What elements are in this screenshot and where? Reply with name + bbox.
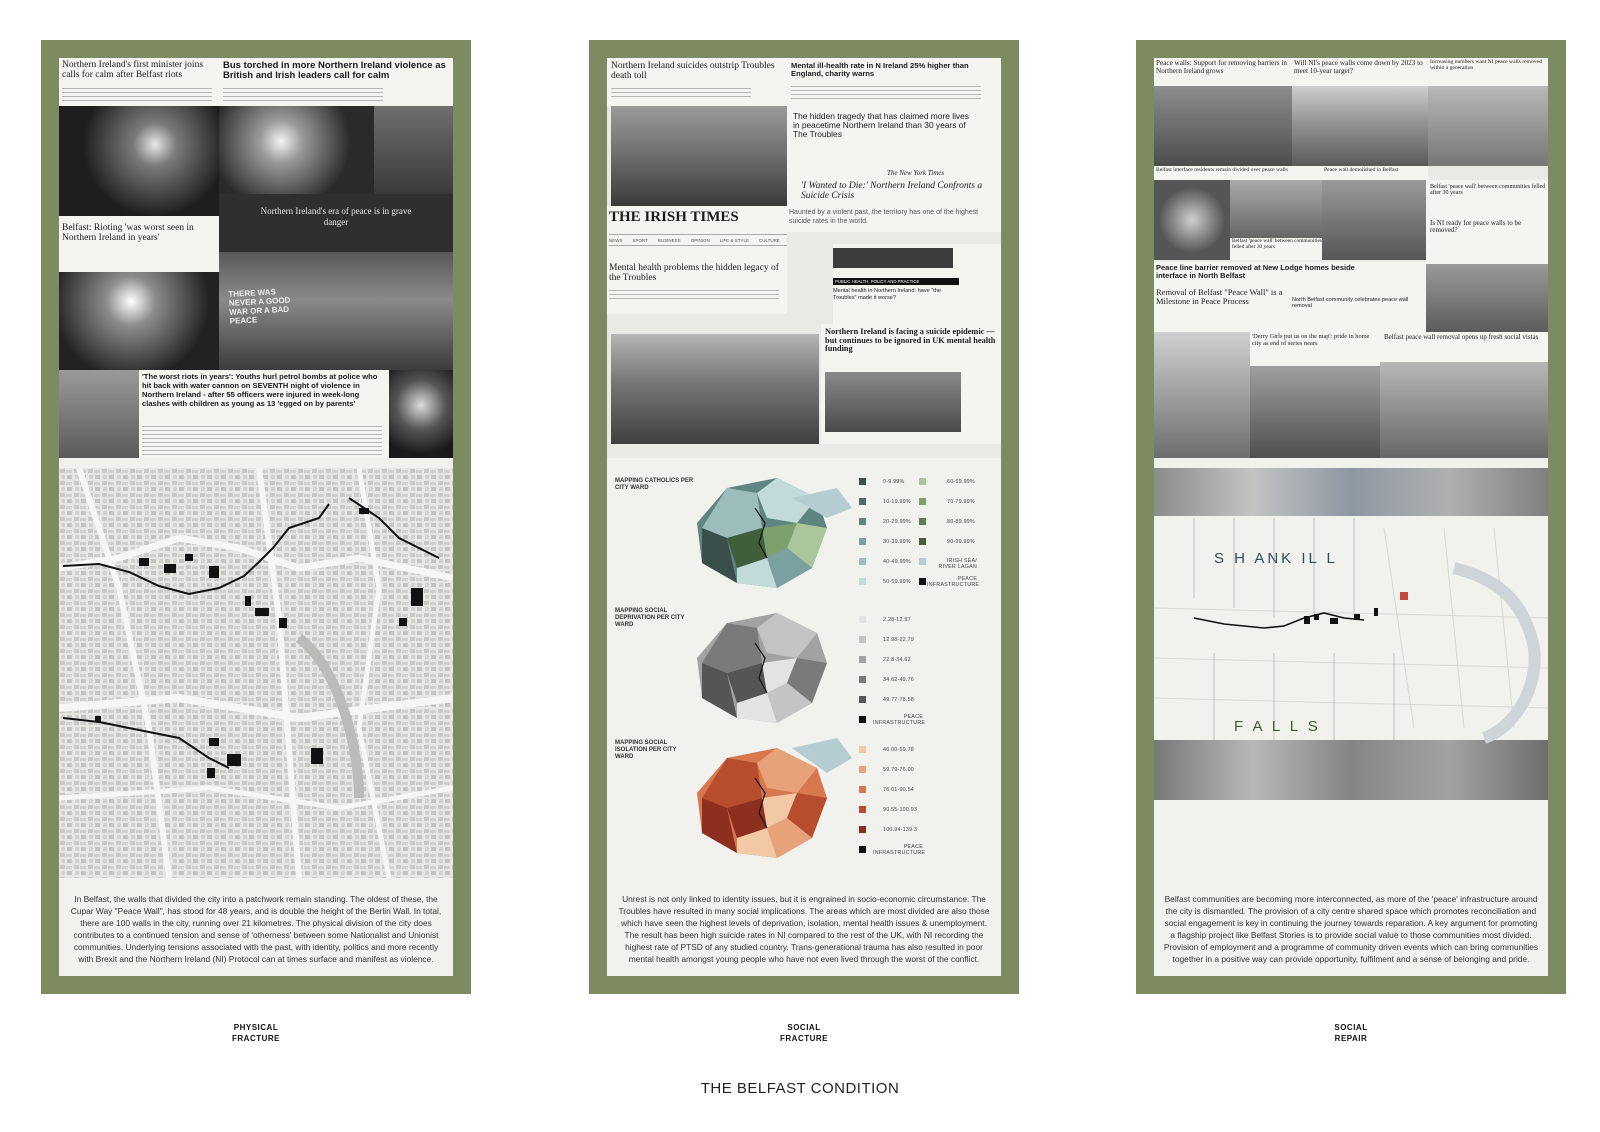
news-clip bbox=[1230, 238, 1322, 260]
route-map bbox=[1154, 468, 1548, 808]
peace-wall-photo bbox=[1428, 86, 1548, 166]
legend-label: 60-69.99% bbox=[947, 479, 975, 485]
graffiti-text: THERE WAS NEVER A GOOD WAR OR A BAD PEACE bbox=[228, 287, 291, 326]
legend-label: 90.55-100.93 bbox=[883, 807, 918, 813]
headline: 'I Wanted to Die:' Northern Ireland Confronts a Suicide Crisis bbox=[801, 181, 983, 201]
legend-label: 70-79.99% bbox=[947, 499, 975, 505]
headline: Will NI's peace walls come down by 2023 to meet 10-year target? bbox=[1294, 59, 1423, 75]
news-clip bbox=[1380, 332, 1548, 458]
panel-title-line: FRACTURE bbox=[232, 1034, 280, 1043]
legend-swatch bbox=[859, 806, 866, 813]
headline: Northern Ireland suicides outstrip Troubles death toll bbox=[611, 61, 775, 81]
street-photo bbox=[1426, 264, 1548, 334]
headline: Peace line barrier removed at New Lodge homes beside interface in North Belfast bbox=[1156, 263, 1355, 280]
petrol-bomb-photo bbox=[59, 272, 219, 370]
legend-label: 30-39.99% bbox=[883, 539, 911, 545]
demolition-photo bbox=[1322, 180, 1426, 260]
legend-label: 10-19.99% bbox=[883, 499, 911, 505]
headline: The hidden tragedy that has claimed more lives in peacetime Northern Ireland than 30 years of The Troubles bbox=[793, 111, 969, 139]
shankill-falls-map bbox=[1154, 468, 1548, 808]
legend-swatch bbox=[859, 786, 866, 793]
legend-swatch bbox=[859, 636, 866, 643]
legend-label: 0-9.99% bbox=[883, 479, 905, 485]
peace-wall-photo bbox=[1292, 86, 1428, 166]
bus-fire-photo bbox=[219, 106, 374, 194]
legend-label: 22.8-34.62 bbox=[883, 657, 911, 663]
legend-swatch bbox=[859, 518, 866, 525]
news-clip bbox=[1154, 166, 1322, 180]
panel-title-line: SOCIAL bbox=[787, 1023, 821, 1032]
legend-swatch bbox=[919, 558, 926, 565]
peace-wall-photo bbox=[1154, 86, 1292, 166]
news-clip bbox=[139, 370, 389, 458]
legend-label: 50-59.99% bbox=[883, 579, 911, 585]
headline: North Belfast community celebrates peace wall removal bbox=[1292, 297, 1409, 309]
journal-banner bbox=[833, 248, 953, 268]
panel-title-line: REPAIR bbox=[1334, 1034, 1368, 1043]
headline: 'Derry Girls put us on the map': pride in home city as end of series nears bbox=[1252, 333, 1370, 347]
headline: Northern Ireland's era of peace is in grave danger bbox=[260, 206, 412, 227]
figure-ground-map bbox=[59, 468, 453, 878]
headline: Increasing numbers want NI peace walls removed within a generation bbox=[1430, 59, 1542, 71]
panel-title-line: FRACTURE bbox=[780, 1034, 828, 1043]
headline: Belfast 'peace wall' between communities felled after 30 years bbox=[1232, 238, 1322, 250]
legend-label: IRISH SEA/ RIVER LAGAN bbox=[938, 558, 977, 570]
news-clip bbox=[1154, 58, 1292, 86]
child-photo bbox=[1380, 362, 1548, 458]
ward-maps bbox=[607, 468, 1001, 878]
news-clip bbox=[1292, 58, 1428, 86]
nav-item[interactable]: CULTURE bbox=[758, 237, 780, 243]
news-clip bbox=[821, 324, 1001, 444]
deprivation-map bbox=[697, 613, 827, 723]
nav-item[interactable]: SPORT bbox=[632, 237, 648, 243]
street-map bbox=[59, 468, 453, 878]
irish-times-masthead: THE IRISH TIMES bbox=[609, 209, 739, 225]
nav-item[interactable]: OPINION bbox=[690, 237, 710, 243]
legend-label: 49.77-78.58 bbox=[883, 697, 914, 703]
news-clip bbox=[1322, 166, 1428, 180]
legend-label: 76.01-90.54 bbox=[883, 787, 914, 793]
legend-label: 2.28-12.97 bbox=[883, 617, 911, 623]
legend-label: PEACE INFRASTRUCTURE bbox=[873, 844, 926, 856]
news-clip bbox=[1428, 58, 1548, 86]
headline: Is NI ready for peace walls to be removed? bbox=[1430, 219, 1522, 235]
legend-swatch bbox=[859, 558, 866, 565]
panel-title-line: SOCIAL bbox=[1334, 1023, 1368, 1032]
news-collage bbox=[59, 58, 453, 458]
legend-swatch bbox=[859, 616, 866, 623]
legend-swatch bbox=[859, 538, 866, 545]
news-clip bbox=[787, 168, 1001, 232]
map-label: MAPPING SOCIAL DEPRIVATION PER CITY WARD bbox=[615, 608, 685, 628]
night-riot-photo bbox=[389, 370, 453, 458]
headline: Belfast interface residents remain divided over peace walls bbox=[1156, 167, 1288, 173]
journal-tag: PUBLIC HEALTH, POLICY AND PRACTICE bbox=[833, 278, 959, 285]
isolation-map bbox=[697, 738, 852, 858]
legend-swatch bbox=[919, 538, 926, 545]
legend-swatch bbox=[919, 578, 926, 585]
legend-label: 20-29.99% bbox=[883, 519, 911, 525]
bomb-aftermath-photo bbox=[611, 334, 819, 444]
journal-title: Mental health in Northern Ireland: have "the Troubles" made it worse? bbox=[833, 288, 942, 301]
news-clip bbox=[833, 244, 1001, 324]
nyt-masthead: The New York Times bbox=[887, 169, 945, 177]
panel-social-repair bbox=[1136, 40, 1566, 994]
panel-inner bbox=[59, 58, 453, 976]
legend-label: 90-99.99% bbox=[947, 539, 975, 545]
legend-label: 80-89.99% bbox=[947, 519, 975, 525]
article-text bbox=[62, 88, 212, 102]
police-photo bbox=[59, 370, 139, 458]
news-clip bbox=[607, 58, 787, 106]
nav-item[interactable]: BUSINESS bbox=[657, 237, 681, 243]
news-clip bbox=[1250, 332, 1380, 458]
panel-title bbox=[156, 1022, 356, 1044]
headline: 'The worst riots in years': Youths hurl petrol bombs at police who hit back with water cannon on SEVENTH night of violence in Northern Ireland - after 55 officers were injured in week-long clashes with children as young as 13 'egged on by parents' bbox=[142, 372, 378, 408]
panel-inner bbox=[607, 58, 1001, 976]
legend-swatch bbox=[859, 846, 866, 853]
legend-swatch bbox=[919, 498, 926, 505]
legend-swatch bbox=[859, 746, 866, 753]
news-clip bbox=[787, 58, 1001, 106]
nav-item[interactable]: LIFE & STYLE bbox=[719, 237, 749, 243]
panel-title-line: PHYSICAL bbox=[233, 1023, 279, 1032]
map-label: MAPPING CATHOLICS PER CITY WARD bbox=[615, 478, 694, 491]
news-clip-dark bbox=[219, 194, 453, 252]
legend-label: 40-49.99% bbox=[883, 559, 911, 565]
legend-swatch bbox=[859, 766, 866, 773]
legend-label: 12.98-22.79 bbox=[883, 637, 914, 643]
legend-swatch bbox=[859, 478, 866, 485]
panel-social-fracture bbox=[589, 40, 1019, 994]
march-photo bbox=[825, 372, 961, 432]
article-text bbox=[142, 426, 382, 456]
headline: Northern Ireland is facing a suicide epidemic — but continues to be ignored in UK mental health funding bbox=[825, 327, 996, 354]
map-label: MAPPING SOCIAL ISOLATION PER CITY WARD bbox=[615, 740, 677, 760]
headline: Removal of Belfast "Peace Wall" is a Milestone in Peace Process bbox=[1156, 287, 1283, 306]
wall-photo bbox=[1230, 180, 1322, 238]
legend-label: 59.79-76.00 bbox=[883, 767, 914, 773]
choropleth-maps bbox=[607, 468, 1001, 878]
legend-label: 46.00-59.78 bbox=[883, 747, 914, 753]
panel-caption: Belfast communities are becoming more interconnected, as more of the 'peace' infrastructure around the city is dismantled. The provision of a city centre shared space which promotes reconciliation and social engagement is key in continuing the journey towards reparation. A key argument for promoting a flagship project like Belfast Stories is to provide social value to those communities most divided. Provision of employment and a programme of community driven events which can bring communities together in a positive way can provide opportunity, fulfilment and a sense of belonging and pride. bbox=[1163, 894, 1539, 964]
article-text bbox=[611, 88, 751, 98]
street-photo bbox=[374, 106, 453, 194]
legend-swatch bbox=[859, 676, 866, 683]
excavator-photo bbox=[1154, 332, 1250, 458]
headline: Belfast: Rioting 'was worst seen in Northern Ireland in years' bbox=[62, 223, 194, 243]
legend-label: PEACE INFRASTRUCTURE bbox=[873, 714, 926, 726]
legend-swatch bbox=[859, 716, 866, 723]
news-clip bbox=[1154, 262, 1426, 332]
panel-title bbox=[704, 1022, 904, 1044]
news-clip bbox=[787, 106, 1001, 168]
headline: Mental health problems the hidden legacy of the Troubles bbox=[609, 263, 779, 283]
catholic-map bbox=[697, 478, 852, 588]
legend-swatch bbox=[919, 478, 926, 485]
news-collage bbox=[607, 58, 1001, 458]
legend-label: 34.62-49.76 bbox=[883, 677, 914, 683]
legend-swatch bbox=[859, 826, 866, 833]
legend-label: 100.94-139.3 bbox=[883, 827, 918, 833]
panel-inner bbox=[1154, 58, 1548, 976]
legend-swatch bbox=[859, 656, 866, 663]
legend-swatch bbox=[919, 518, 926, 525]
headline: Bus torched in more Northern Ireland violence as British and Irish leaders call for calm bbox=[223, 60, 446, 81]
street-photo bbox=[611, 106, 787, 206]
headline: Belfast 'peace wall' between communities felled after 30 years bbox=[1430, 184, 1546, 197]
article-text bbox=[791, 86, 981, 100]
panel-physical-fracture bbox=[41, 40, 471, 994]
article-text bbox=[223, 88, 383, 102]
panel-caption: Unrest is not only linked to identity issues, but it is engrained in socio-economic circumstance. The Troubles have resulted in many social implications. The areas which are most divided are also those which have seen the highest levels of deprivation, isolation, mental health issues & unemployment. The result has been high suicide rates in NI compared to the rest of the UK, with NI recording the highest rate of PTSD of any studied country. Trans-generational trauma has also resulted in poor mental health amongst young people who have not even lived through the worst of the conflict. bbox=[618, 894, 990, 964]
headline: Belfast peace wall removal opens up fresh social vistas bbox=[1384, 333, 1539, 341]
subheadline: Haunted by a violent past, the territory has one of the highest suicide rates in the world. bbox=[789, 209, 979, 225]
panel-title bbox=[1251, 1022, 1451, 1044]
news-clip bbox=[59, 216, 219, 272]
article-text bbox=[609, 290, 779, 302]
riot-photo bbox=[59, 106, 219, 216]
legend-swatch bbox=[859, 498, 866, 505]
peace-wall-photo bbox=[219, 252, 453, 370]
headline: Mental ill-health rate in N Ireland 25% higher than England, charity warns bbox=[791, 61, 969, 78]
derry-girls-mural-photo bbox=[1250, 366, 1380, 458]
headline: Peace walls: Support for removing barriers in Northern Ireland grows bbox=[1156, 59, 1287, 75]
panel-caption: In Belfast, the walls that divided the city into a patchwork remain standing. The oldest of these, the Cupar Way "Peace Wall", has stood for 48 years, and is double the height of the Berlin Wall. In total, there are 100 walls in the city, running over 21 kilometres. The physical division of the city does contributes to a continued tension and sense of 'otherness' between some Nationalist and Unionist communities. Underlying tensions associated with the past, with identity, politics and more recently with Brexit and the Northern Ireland (NI) Protocol can at times surface and manifest as violence. bbox=[70, 894, 442, 964]
news-clip bbox=[607, 206, 787, 314]
mural-photo bbox=[1154, 180, 1230, 260]
shankill-label: S H ANK IL L bbox=[1214, 550, 1338, 567]
nav-bar bbox=[609, 234, 787, 246]
news-clip bbox=[1426, 180, 1548, 264]
news-clip bbox=[59, 58, 219, 106]
news-collage bbox=[1154, 58, 1548, 458]
nav-item[interactable]: NEWS bbox=[609, 237, 623, 243]
page-title: THE BELFAST CONDITION bbox=[700, 1080, 900, 1097]
news-clip bbox=[219, 58, 453, 106]
legend-swatch bbox=[859, 696, 866, 703]
headline: Northern Ireland's first minister joins calls for calm after Belfast riots bbox=[62, 60, 204, 80]
headline: Peace wall demolished in Belfast bbox=[1324, 167, 1399, 173]
legend-swatch bbox=[859, 578, 866, 585]
falls-label: F A L L S bbox=[1234, 718, 1321, 735]
legend-label: PEACE INFRASTRUCTURE bbox=[927, 576, 980, 588]
